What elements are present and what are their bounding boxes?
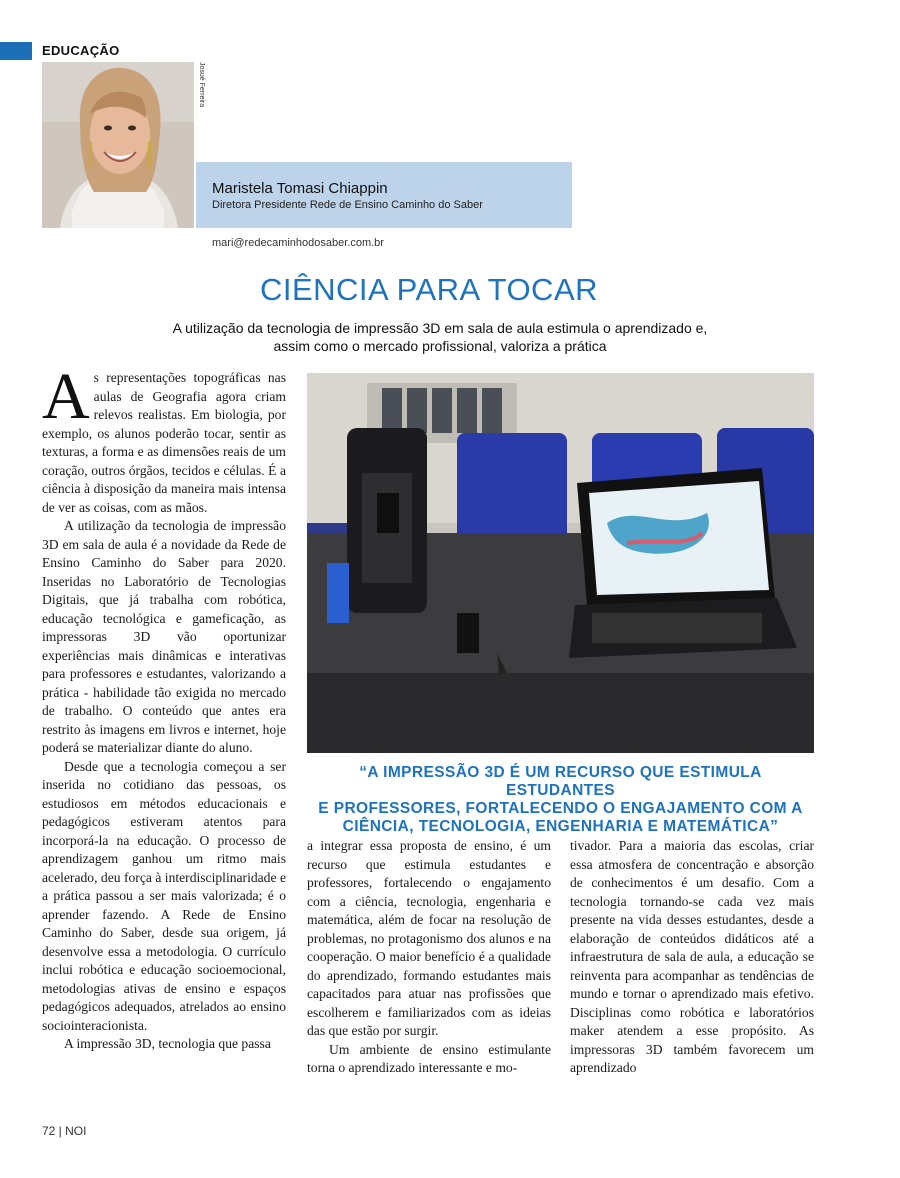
author-role: Diretora Presidente Rede de Ensino Caminho do Saber [212, 199, 483, 211]
section-label: EDUCAÇÃO [42, 43, 120, 58]
author-email: mari@redecaminhodosaber.com.br [212, 237, 384, 249]
paragraph: A utilização da tecnologia de impressão 3D em sala de aula é a novidade da Rede de Ensino Caminho do Saber para 2020. Inseridas no Laboratório de Tecnologias Digitais, que já trabalha com robótica, educação tecnológica e gameficação, as impressoras 3D vão oportunizar experiências mais dinâmicas e interativas para professores e estudantes, valorizando a prática - habilidade tão exigida no mercado de trabalho. O conteúdo que antes era restrito às imagens em livros e internet, hoje poderá se materializar diante do aluno. [42, 518, 286, 755]
pull-quote-line: E PROFESSORES, FORTALECENDO O ENGAJAMENTO COM A [318, 800, 803, 817]
paragraph: Um ambiente de ensino estimulante torna o aprendizado interessante e mo- [307, 1041, 551, 1075]
author-portrait [42, 62, 194, 228]
paragraph: Desde que a tecnologia começou a ser inserida no cotidiano das pessoas, os estudiosos em métodos educacionais e pedagógicos estiveram atentos para incorporá-la na educação. O processo de aprendizagem ganhou um ritmo mais acelerado, deu força à interdisciplinaridade e a prática passou a ser mais valorizada; é o aprender fazendo. A Rede de Ensino Caminho do Saber, desde sua origem, já desenvolve essa a metodologia. O currículo inclui robótica e educação socioemocional, metodologias ativas de ensino e espaços pedagógicos adequados, atrelados ao ensino sociointeracionista. [42, 758, 286, 1033]
subhead-line: A utilização da tecnologia de impressão 3D em sala de aula estimula o aprendizado e, [172, 320, 708, 336]
paragraph: a integrar essa proposta de ensino, é um recurso que estimula estudantes e professores, fortalecendo o engajamento com a ciência, tecnologia, engenharia e matemática, além de focar na resolução de problemas, no protagonismo dos alunos e na cooperação. O maior benefício é a qualidade do aprendizado, formando estudantes mais capacitados para atuar nas profissões que escolherem e familiarizados com as ideias das que estão por surgir. [307, 838, 551, 1038]
paragraph: A impressão 3D, tecnologia que passa [64, 1036, 271, 1051]
article-column-3 [570, 837, 814, 1078]
article-headline: CIÊNCIA PARA TOCAR [259, 272, 599, 307]
pull-quote [307, 764, 814, 836]
photo-credit: Josué Ferreira [198, 62, 205, 108]
subhead-line: assim como o mercado profissional, valoriza a prática [273, 338, 607, 354]
section-color-bar [0, 42, 32, 60]
author-name: Maristela Tomasi Chiappin [212, 180, 388, 197]
pull-quote-line: CIÊNCIA, TECNOLOGIA, ENGENHARIA E MATEMÁTICA” [342, 818, 779, 835]
article-column-1 [42, 360, 286, 1054]
article-subheadline [150, 319, 730, 355]
paragraph: tivador. Para a maioria das escolas, criar essa atmosfera de concentração e absorção de conhecimentos é um desafio. Com a tecnologia tornando-se cada vez mais presente na vida desses estudantes, desde a elaboração de conteúdos didáticos até a infraestrutura de sala de aula, a educação se reinventa para acompanhar as tendências de mundo e tornar o aprendizado mais efetivo. Disciplinas como robótica e laboratórios maker atendem a esse propósito. As impressoras 3D também favorecem um aprendizado [570, 838, 814, 1075]
paragraph: As representações topográficas nas aulas de Geografia agora criam relevos realistas. Em biologia, por exemplo, os alunos poderão tocar, sentir as texturas, a forma e as dimensões reais de um coração, outros órgãos, tecidos e células. É a ciência à disposição da maneira mais intensa de ver as coisas, com as mãos. [42, 360, 286, 515]
dropcap: A [42, 360, 90, 433]
page-footer: 72 | NOI [42, 1124, 87, 1138]
classroom-3d-printer-photo [307, 373, 814, 753]
pull-quote-line: “A IMPRESSÃO 3D É UM RECURSO QUE ESTIMULA ESTUDANTES [359, 764, 762, 799]
article-column-2 [307, 837, 551, 1078]
